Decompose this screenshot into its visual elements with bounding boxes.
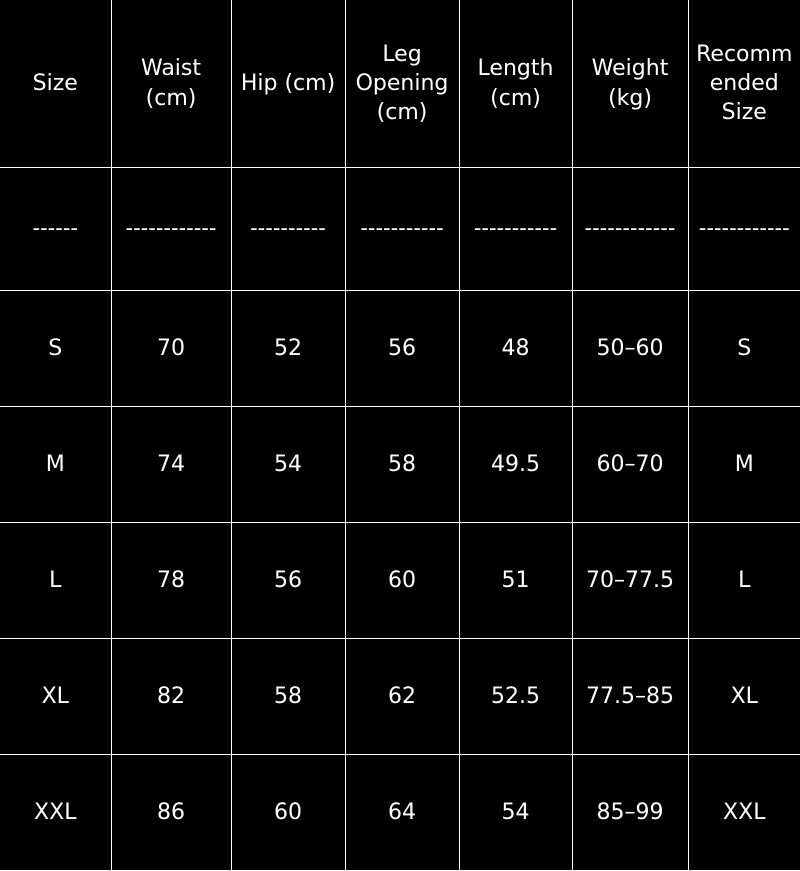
table-row [0, 755, 800, 871]
cell-waist: 86 [111, 755, 231, 871]
separator-cell: ------ [0, 168, 111, 291]
cell-length: 48 [459, 291, 572, 407]
cell-weight: 77.5–85 [572, 639, 688, 755]
column-header-weight: Weight (kg) [572, 0, 688, 168]
cell-waist: 74 [111, 407, 231, 523]
cell-hip: 54 [231, 407, 345, 523]
cell-recommended-size: L [688, 523, 800, 639]
table-row [0, 291, 800, 407]
cell-size: XL [0, 639, 111, 755]
cell-hip: 52 [231, 291, 345, 407]
cell-waist: 70 [111, 291, 231, 407]
separator-cell: ------------ [688, 168, 800, 291]
cell-leg-opening: 58 [345, 407, 459, 523]
cell-waist: 82 [111, 639, 231, 755]
cell-weight: 70–77.5 [572, 523, 688, 639]
column-header-leg-opening: Leg Opening (cm) [345, 0, 459, 168]
separator-cell: ------------ [572, 168, 688, 291]
cell-leg-opening: 64 [345, 755, 459, 871]
cell-length: 49.5 [459, 407, 572, 523]
column-header-waist: Waist (cm) [111, 0, 231, 168]
cell-size: M [0, 407, 111, 523]
column-header-length: Length (cm) [459, 0, 572, 168]
separator-cell: ---------- [231, 168, 345, 291]
cell-size: L [0, 523, 111, 639]
cell-recommended-size: M [688, 407, 800, 523]
cell-hip: 60 [231, 755, 345, 871]
table-row [0, 523, 800, 639]
table-header-row [0, 0, 800, 168]
cell-weight: 60–70 [572, 407, 688, 523]
cell-weight: 85–99 [572, 755, 688, 871]
cell-length: 54 [459, 755, 572, 871]
cell-recommended-size: XL [688, 639, 800, 755]
cell-hip: 58 [231, 639, 345, 755]
separator-cell: ------------ [111, 168, 231, 291]
cell-waist: 78 [111, 523, 231, 639]
cell-leg-opening: 56 [345, 291, 459, 407]
cell-weight: 50–60 [572, 291, 688, 407]
table-separator-row [0, 168, 800, 291]
table-row [0, 407, 800, 523]
column-header-hip: Hip (cm) [231, 0, 345, 168]
cell-leg-opening: 62 [345, 639, 459, 755]
column-header-recommended-size: Recommended Size [688, 0, 800, 168]
cell-leg-opening: 60 [345, 523, 459, 639]
column-header-size: Size [0, 0, 111, 168]
cell-length: 51 [459, 523, 572, 639]
cell-hip: 56 [231, 523, 345, 639]
separator-cell: ----------- [345, 168, 459, 291]
cell-recommended-size: S [688, 291, 800, 407]
cell-size: S [0, 291, 111, 407]
separator-cell: ----------- [459, 168, 572, 291]
cell-recommended-size: XXL [688, 755, 800, 871]
cell-size: XXL [0, 755, 111, 871]
cell-length: 52.5 [459, 639, 572, 755]
table-row [0, 639, 800, 755]
